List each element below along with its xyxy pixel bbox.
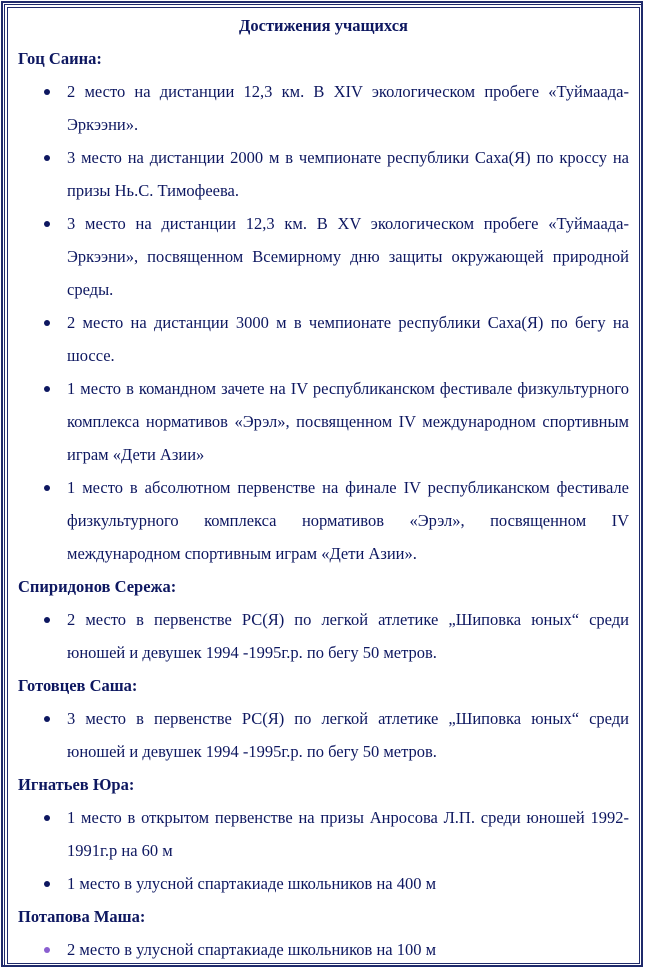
document-title: Достижения учащихся (239, 16, 408, 35)
bullet-icon (44, 485, 50, 491)
achievement-item: 1 место в улусной спартакиаде школьников на 400 м (18, 867, 629, 900)
achievement-item: 2 место на дистанции 12,3 км. В XIV экологическом пробеге «Туймаада-Эркээни». (18, 75, 629, 141)
bullet-icon (44, 815, 50, 821)
achievement-item: 1 место в командном зачете на IV республиканском фестивале физкультурного комплекса нормативов «Эрэл», посвященном IV международном спортивным играм «Дети Азии» (18, 372, 629, 471)
achievement-list (18, 603, 629, 669)
achievement-item: 3 место в первенстве РС(Я) по легкой атлетике „Шиповка юных“ среди юношей и девушек 1994 -1995г.р. по бегу 50 метров. (18, 702, 629, 768)
achievement-item: 1 место в открытом первенстве на призы Анросова Л.П. среди юношей 1992-1991г.р на 60 м (18, 801, 629, 867)
bullet-icon (44, 155, 50, 161)
student-name: Игнатьев Юра: (18, 775, 135, 794)
student-name: Готовцев Саша: (18, 676, 138, 695)
student-name: Спиридонов Сережа: (18, 577, 177, 596)
achievement-list (18, 801, 629, 900)
bullet-icon (44, 386, 50, 392)
bullet-icon (44, 881, 50, 887)
bullet-icon (44, 221, 50, 227)
document-body (18, 10, 629, 966)
bullet-icon (44, 320, 50, 326)
achievement-item: 2 место в улусной спартакиаде школьников на 100 м (18, 933, 629, 966)
achievement-item: 1 место в абсолютном первенстве на финале IV республиканском фестивале физкультурного комплекса нормативов «Эрэл», посвященном IV международном спортивным играм «Дети Азии». (18, 471, 629, 570)
student-name: Потапова Маша: (18, 907, 146, 926)
achievement-item: 2 место на дистанции 3000 м в чемпионате республики Саха(Я) по бегу на шоссе. (18, 306, 629, 372)
bullet-icon (44, 947, 50, 953)
achievement-list (18, 75, 629, 570)
bullet-icon (44, 89, 50, 95)
bullet-icon (44, 716, 50, 722)
achievement-list (18, 702, 629, 768)
achievement-item: 3 место на дистанции 12,3 км. В XV экологическом пробеге «Туймаада-Эркээни», посвященном Всемирному дню защиты окружающей природной среды. (18, 207, 629, 306)
achievement-item: 3 место на дистанции 2000 м в чемпионате республики Саха(Я) по кроссу на призы Нь.С. Тимофеева. (18, 141, 629, 207)
bullet-icon (44, 617, 50, 623)
achievement-item: 2 место в первенстве РС(Я) по легкой атлетике „Шиповка юных“ среди юношей и девушек 1994 -1995г.р. по бегу 50 метров. (18, 603, 629, 669)
student-name: Гоц Саина: (18, 49, 102, 68)
achievement-list (18, 933, 629, 966)
